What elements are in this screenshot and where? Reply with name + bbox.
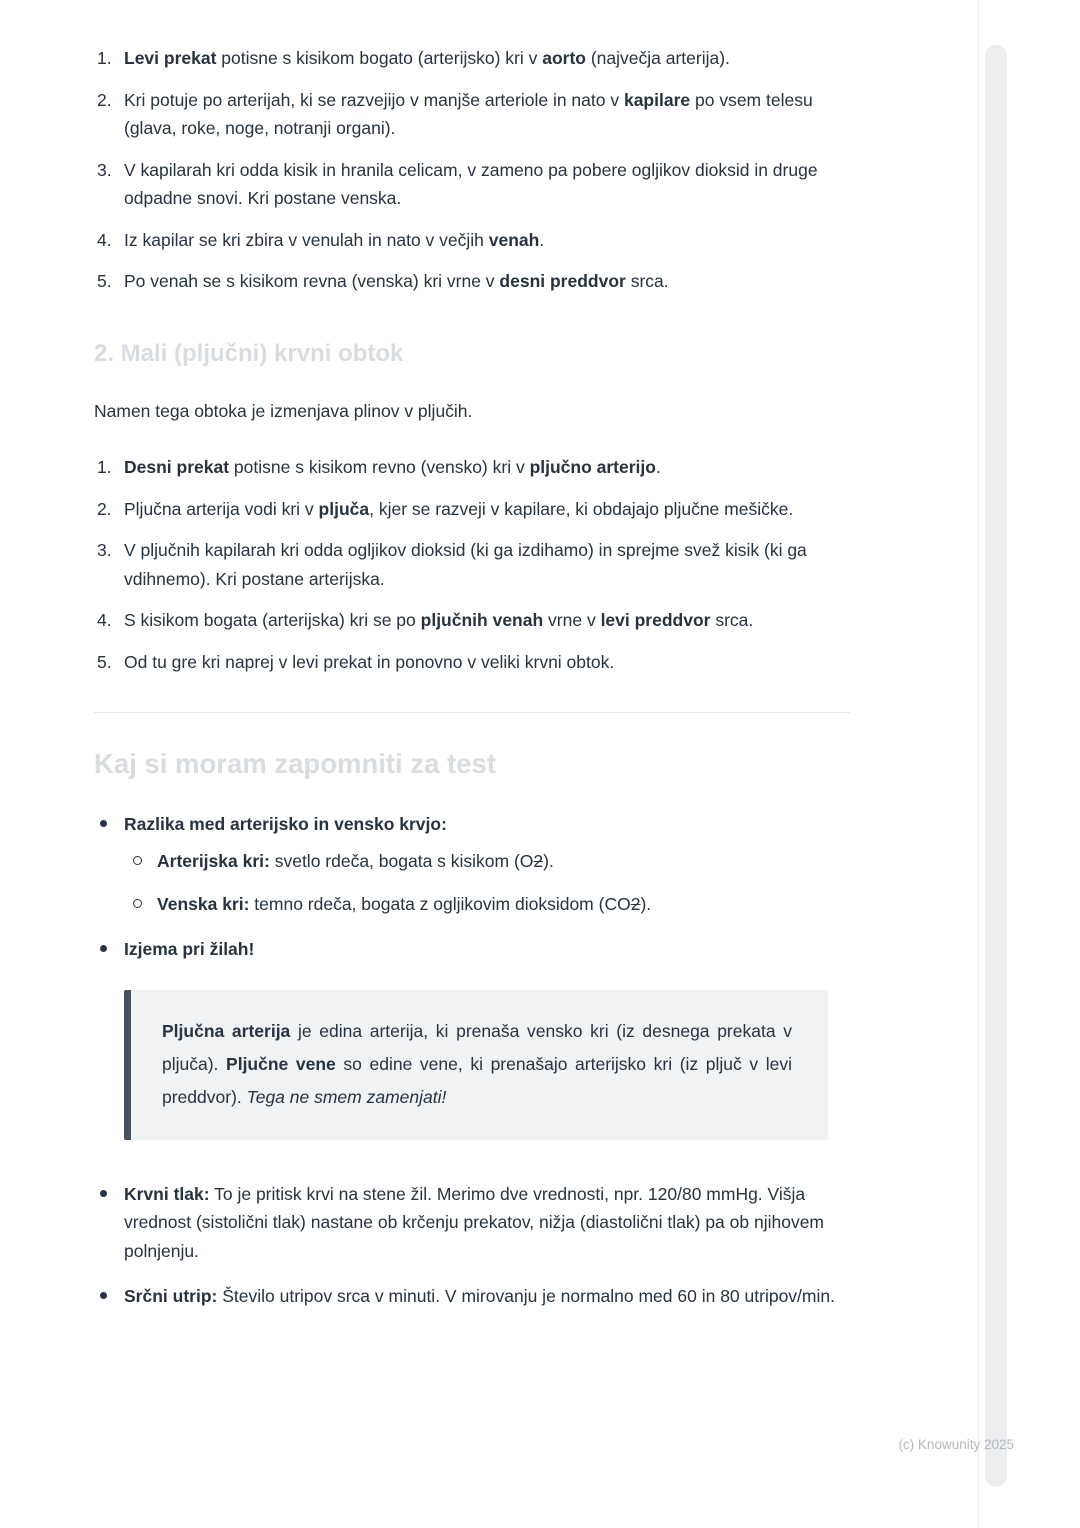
list-item: V kapilarah kri odda kisik in hranila celicam, v zameno pa pobere ogljikov dioksid in druge odpadne snovi. Kri postane venska.	[124, 159, 818, 209]
list-item: Venska kri: temno rdeča, bogata z ogljikovim dioksidom (CO2).	[124, 890, 850, 919]
list-item: Desni prekat potisne s kisikom revno (vensko) kri v pljučno arterijo.	[124, 457, 661, 478]
systemic-circulation-list	[94, 44, 850, 296]
document-content	[94, 0, 850, 1328]
list-item: Arterijska kri: svetlo rdeča, bogata s kisikom (O2).	[124, 847, 850, 876]
test-notes-list-continued	[94, 1180, 850, 1311]
list-item: S kisikom bogata (arterijska) kri se po pljučnih venah vrne v levi preddvor srca.	[124, 610, 754, 631]
list-item: V pljučnih kapilarah kri odda ogljikov dioksid (ki ga izdihamo) in sprejme svež kisik (ki ga vdihnemo). Kri postane arterijska.	[124, 540, 807, 589]
list-item: Pljučna arterija vodi kri v pljuča, kjer se razveji v kapilare, ki obdajajo pljučne mešičke.	[124, 498, 794, 519]
scrollbar-track[interactable]	[978, 0, 1080, 1528]
pulmonary-intro: Namen tega obtoka je izmenjava plinov v pljučih.	[94, 400, 473, 421]
section-divider	[94, 712, 850, 713]
footer-credit: (c) Knowunity 2025	[898, 1437, 1014, 1452]
callout-note: Pljučna arterija je edina arterija, ki prenaša vensko kri (iz desnega prekata v pljuča). Pljučne vene so edine vene, ki prenašajo arterijsko kri (iz pljuč v levi preddvor). Tega ne smem zamenjati!	[124, 990, 828, 1140]
scrollbar-thumb[interactable]	[985, 45, 1007, 1487]
list-item-text: Razlika med arterijsko in vensko krvjo:	[124, 813, 447, 834]
list-item: Od tu gre kri naprej v levi prekat in ponovno v veliki krvni obtok.	[124, 651, 615, 672]
list-item: Iz kapilar se kri zbira v venulah in nato v večjih venah.	[124, 229, 545, 250]
list-item: Srčni utrip: Število utripov srca v minuti. V mirovanju je normalno med 60 in 80 utripov/min.	[94, 1282, 850, 1311]
list-item: Krvni tlak: To je pritisk krvi na stene žil. Merimo dve vrednosti, npr. 120/80 mmHg. Višja vrednost (sistolični tlak) nastane ob krčenju prekatov, nižja (diastolični tlak) pa ob njihovem polnjenju.	[94, 1180, 850, 1266]
list-item: Kri potuje po arterijah, ki se razvejijo v manjše arteriole in nato v kapilare po vsem telesu (glava, roke, noge, notranji organi).	[124, 89, 813, 139]
blood-difference-sublist	[124, 847, 850, 918]
list-item: Levi prekat potisne s kisikom bogato (arterijsko) kri v aorto (največja arterija).	[124, 48, 730, 68]
section-heading-test: Kaj si moram zapomniti za test	[94, 748, 496, 780]
test-notes-list	[94, 810, 850, 964]
list-item: Po venah se s kisikom revna (venska) kri vrne v desni preddvor srca.	[124, 271, 669, 292]
list-item: Izjema pri žilah!	[94, 935, 850, 964]
list-item	[94, 810, 850, 919]
pulmonary-circulation-list	[94, 453, 850, 676]
section-heading-pulmonary: 2. Mali (pljučni) krvni obtok	[94, 339, 404, 367]
